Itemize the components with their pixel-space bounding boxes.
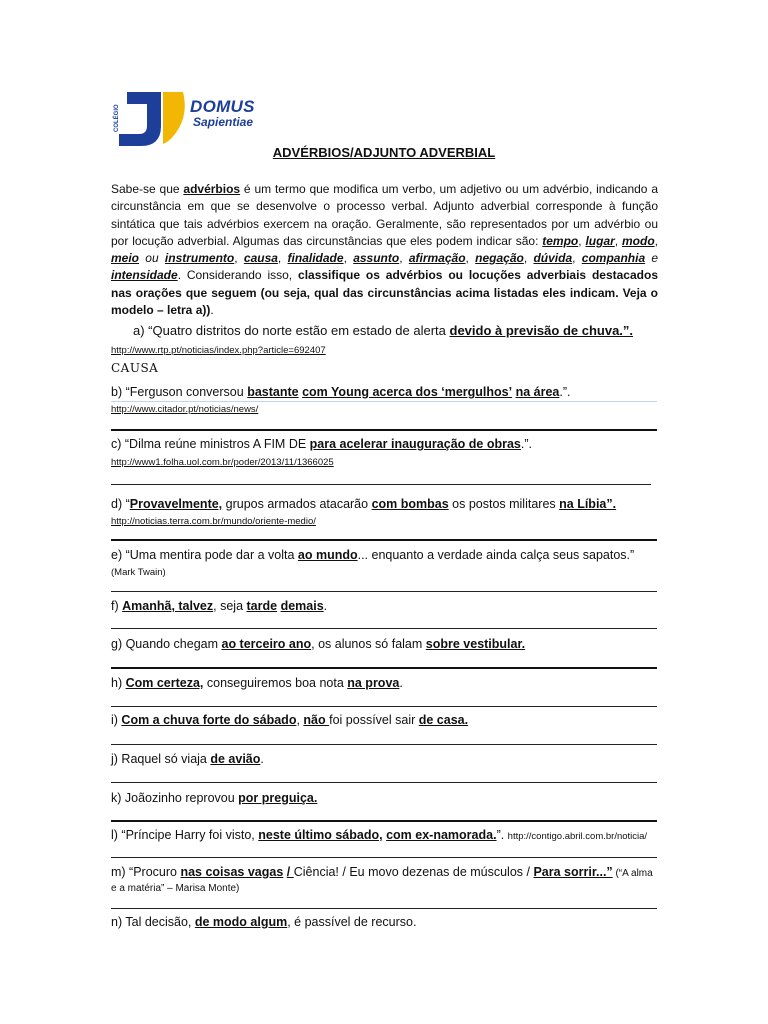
- qd-text: grupos armados atacarão: [222, 497, 372, 511]
- answer-line: [111, 539, 657, 541]
- answer-line: [111, 484, 651, 485]
- circ-instrumento: instrumento: [164, 251, 235, 266]
- qf-highlight-1: Amanhã: [122, 599, 172, 613]
- question-m: [111, 865, 653, 879]
- sep: ,: [572, 251, 582, 266]
- qf-text: f): [111, 599, 123, 613]
- question-c: [111, 437, 532, 451]
- circ-finalidade: finalidade: [287, 251, 344, 266]
- answer-line: [111, 706, 657, 707]
- qc-highlight-1: para acelerar inauguração de obras: [309, 437, 521, 451]
- sep: ,: [465, 251, 476, 266]
- qe-highlight-1: ao mundo: [297, 548, 358, 562]
- qf-text: ,: [171, 599, 179, 613]
- intro-text-3: . Considerando isso,: [177, 268, 299, 283]
- qh-text: conseguiremos boa nota: [203, 676, 348, 690]
- question-f: [111, 599, 327, 613]
- circ-companhia: companhia: [581, 251, 646, 266]
- qm-text: Ciência! / Eu movo dezenas de músculos /: [293, 865, 534, 879]
- qa-answer: CAUSA: [111, 361, 159, 375]
- qg-text: , os alunos só falam: [311, 637, 426, 651]
- ql-source-link[interactable]: http://contigo.abril.com.br/noticia/: [507, 831, 648, 842]
- qi-highlight-3: de casa.: [418, 713, 469, 727]
- intro-instruction: classifique os advérbios ou locuções adverbiais destacados nas orações que seguem (ou seja, qual das circunstâncias acima listadas eles indicam. Veja o modelo – letra a)): [111, 268, 658, 318]
- circ-assunto: assunto: [353, 251, 400, 266]
- qe-end: ... enquanto a verdade ainda calça seus sapatos.”: [357, 548, 635, 562]
- qb-end: .”.: [559, 385, 571, 399]
- question-h: [111, 676, 403, 690]
- qn-text: n) Tal decisão,: [111, 915, 195, 929]
- sep: ,: [523, 251, 534, 266]
- question-i: [111, 713, 468, 727]
- question-d: [111, 497, 616, 511]
- question-l: [111, 828, 647, 842]
- question-k: [111, 791, 317, 805]
- qa-end: ”.: [622, 323, 634, 338]
- answer-line: [111, 429, 657, 431]
- circ-negacao: negação: [475, 251, 524, 266]
- sep: ,: [654, 233, 658, 248]
- qm-credit-line2: e a matéria” – Marisa Monte): [111, 883, 240, 894]
- qh-end: .: [399, 676, 403, 690]
- circ-tempo: tempo: [542, 233, 579, 248]
- ql-end: ”.: [496, 828, 508, 842]
- answer-line: [111, 591, 657, 592]
- qi-text: ,: [296, 713, 304, 727]
- question-j: [111, 752, 264, 766]
- answer-line: [111, 744, 657, 745]
- qf-highlight-2: talvez: [178, 599, 214, 613]
- qg-text: g) Quando chegam: [111, 637, 222, 651]
- ql-highlight-1: neste último sábado,: [258, 828, 383, 842]
- qk-highlight-1: por preguiça.: [238, 791, 318, 805]
- qi-highlight-2: não: [303, 713, 330, 727]
- sep: ,: [578, 233, 586, 248]
- qh-highlight-1: Com certeza,: [125, 676, 204, 690]
- qm-text: m) “Procuro: [111, 865, 181, 879]
- answer-line: [111, 782, 657, 783]
- qf-highlight-4: demais: [280, 599, 324, 613]
- qb-highlight-2: com Young acerca dos ‘mergulhos’: [302, 385, 513, 399]
- intro-text-2: é um termo que modifica um verbo, um adjetivo ou um advérbio, indicando a circunstância em que se desenvolve o processo verbal. Adjunto adverbial corresponde à função sintática que tais advérbios exercem na oração. Geralmente, são representados por um advérbio ou por locução adverbial. Algumas das circunstâncias que eles podem indicar são:: [111, 182, 658, 248]
- qi-text: foi possível sair: [329, 713, 419, 727]
- qd-text: os postos militares: [448, 497, 560, 511]
- sep: ,: [277, 251, 288, 266]
- circ-modo: modo: [621, 233, 655, 248]
- qb-highlight-1: bastante: [247, 385, 299, 399]
- question-g: [111, 637, 525, 651]
- logo-subname: Sapientiae: [193, 115, 254, 129]
- intro-end: .: [210, 303, 214, 318]
- qa-source-link[interactable]: http://www.rtp.pt/noticias/index.php?article=692407: [111, 345, 326, 356]
- circ-meio: meio: [111, 251, 140, 266]
- sep: ,: [399, 251, 409, 266]
- circ-afirmacao: afirmação: [408, 251, 466, 266]
- circ-causa: causa: [243, 251, 278, 266]
- qe-text: e) “Uma mentira pode dar a volta: [111, 548, 298, 562]
- circ-duvida: dúvida: [533, 251, 573, 266]
- logo-side-text: COLÉGIO: [114, 104, 120, 132]
- qd-end: ”.: [606, 497, 617, 511]
- qm-highlight-3: Para sorrir...”: [533, 865, 613, 879]
- qg-highlight-1: ao terceiro ano: [221, 637, 312, 651]
- qm-credit: (“A alma: [612, 868, 653, 879]
- intro-adverbios: advérbios: [183, 182, 241, 196]
- ql-text: l) “Príncipe Harry foi visto,: [111, 828, 259, 842]
- qi-highlight-1: Com a chuva forte do sábado: [121, 713, 297, 727]
- qa-highlight-1: devido à previsão de chuva.: [449, 323, 623, 338]
- qn-end: , é passível de recurso.: [287, 915, 417, 929]
- sep: ,: [343, 251, 354, 266]
- answer-line: [111, 857, 657, 858]
- intro-ou: ou: [139, 251, 165, 266]
- sep: ,: [234, 251, 244, 266]
- intro-paragraph: [111, 181, 658, 319]
- qf-end: .: [323, 599, 328, 613]
- qf-highlight-3: tarde: [246, 599, 278, 613]
- question-a: [133, 323, 633, 338]
- question-b: [111, 385, 570, 399]
- page-title: ADVÉRBIOS/ADJUNTO ADVERBIAL: [272, 145, 496, 160]
- qg-highlight-2: sobre vestibular.: [425, 637, 526, 651]
- intro-e: e: [645, 251, 659, 266]
- intro-text-1: Sabe-se que: [111, 182, 184, 196]
- logo-name: DOMUS: [190, 97, 255, 116]
- qc-source-link[interactable]: http://www1.folha.uol.com.br/poder/2013/11/1366025: [111, 457, 334, 468]
- qb-text: b) “Ferguson conversou: [111, 385, 248, 399]
- qc-end: .”.: [520, 437, 532, 451]
- qm-highlight-1: nas coisas vagas: [180, 865, 284, 879]
- qj-text: j) Raquel só viaja: [111, 752, 211, 766]
- qd-highlight-1: Provavelmente,: [129, 497, 223, 511]
- qk-text: k) Joãozinho reprovou: [111, 791, 239, 805]
- circ-intensidade: intensidade: [111, 268, 178, 283]
- qj-highlight-1: de avião: [210, 752, 261, 766]
- qa-text: a) “Quatro distritos do norte estão em estado de alerta: [133, 323, 450, 338]
- qd-highlight-3: na Líbia: [559, 497, 607, 511]
- qd-highlight-2: com bombas: [371, 497, 449, 511]
- answer-line: [111, 667, 657, 669]
- sep: ,: [614, 233, 622, 248]
- qe-source: (Mark Twain): [111, 567, 166, 578]
- qd-text: d) “: [111, 497, 130, 511]
- qd-source-link[interactable]: http://noticias.terra.com.br/mundo/oriente-medio/: [111, 516, 316, 527]
- circ-lugar: lugar: [585, 233, 615, 248]
- answer-line: [111, 401, 657, 402]
- qc-text: c) “Dilma reúne ministros A FIM DE: [111, 437, 310, 451]
- question-n: [111, 915, 416, 929]
- qh-text: h): [111, 676, 126, 690]
- answer-line: [111, 820, 657, 822]
- ql-highlight-2: com ex-namorada.: [386, 828, 497, 842]
- qb-source-link[interactable]: http://www.citador.pt/noticias/news/: [111, 404, 259, 415]
- answer-line: [111, 908, 657, 909]
- answer-line: [111, 628, 657, 629]
- question-e: [111, 548, 634, 562]
- qh-highlight-2: na prova: [347, 676, 400, 690]
- qi-text: i): [111, 713, 122, 727]
- qm-highlight-2: /: [286, 865, 294, 879]
- qb-highlight-3: na área: [515, 385, 560, 399]
- qn-highlight-1: de modo algum: [194, 915, 288, 929]
- qf-text: , seja: [213, 599, 247, 613]
- qj-end: .: [260, 752, 264, 766]
